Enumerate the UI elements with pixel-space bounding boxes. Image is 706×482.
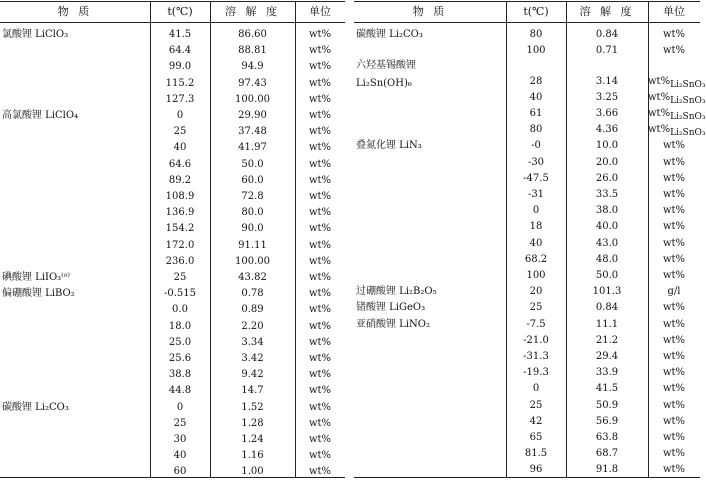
temperature-cell: -47.5 (523, 172, 549, 184)
unit-text: wt% (308, 304, 332, 316)
temperature-cell: 127.3 (165, 93, 195, 105)
solubility-cell: 0.84 (595, 302, 619, 314)
table-row (354, 331, 700, 347)
table-row (0, 74, 345, 90)
unit-text: g/l (667, 286, 681, 298)
solubility-cell: 9.42 (241, 369, 264, 381)
solubility-cell: 80.0 (241, 207, 264, 219)
table-row (354, 169, 700, 185)
solubility-cell: 50.9 (595, 399, 619, 411)
temperature-cell: 0.0 (172, 304, 188, 316)
table-row (0, 203, 345, 219)
temperature-cell: 108.9 (165, 191, 195, 202)
header-unit: 单位 (663, 5, 685, 18)
table-row (0, 155, 345, 171)
unit-text: wt% (662, 367, 686, 379)
table-row (0, 138, 345, 154)
solubility-cell: 20.0 (595, 156, 619, 168)
solubility-cell: 11.1 (595, 318, 619, 330)
solubility-cell: 43.82 (238, 272, 267, 283)
solubility-cell: 63.8 (595, 432, 619, 443)
temperature-cell: -30 (527, 156, 545, 168)
solubility-table-left (0, 1, 345, 478)
unit-text: wt% (662, 172, 686, 184)
solubility-cell: 2.20 (241, 320, 264, 332)
header-divider (354, 22, 700, 23)
solubility-cell: 1.00 (241, 466, 264, 478)
temperature-cell: 100 (526, 270, 546, 281)
substance-cell: 碳酸锂 Li₂CO₃ (2, 401, 69, 413)
temperature-cell: 236.0 (165, 255, 195, 267)
solubility-cell: 50.0 (241, 158, 264, 170)
solubility-cell: 88.81 (238, 45, 267, 57)
substance-cell: 氯酸锂 LiClO₃ (2, 29, 69, 40)
unit-text: wt% (662, 45, 686, 57)
temperature-cell: 96 (529, 464, 543, 476)
temperature-cell: 0 (176, 110, 184, 121)
solubility-cell: 33.5 (595, 189, 619, 200)
temperature-cell: 40 (529, 237, 543, 249)
solubility-cell: 3.25 (595, 91, 619, 103)
temperature-cell: 30 (173, 434, 187, 445)
unit-text: wt% (662, 464, 686, 476)
temperature-cell: 0 (532, 205, 540, 217)
temperature-cell: 40 (529, 91, 543, 103)
table-row (354, 104, 706, 122)
table-header (0, 2, 345, 22)
unit-text: wt% (308, 417, 332, 429)
unit-text: wt% (308, 369, 332, 381)
unit-text: wt% (662, 237, 686, 249)
temperature-cell: 81.5 (524, 448, 548, 460)
header-solubility: 溶 解 度 (225, 5, 280, 18)
temperature-cell: 172.0 (165, 239, 195, 251)
solubility-cell: 0.71 (595, 45, 619, 57)
solubility-cell: 40.0 (595, 221, 619, 233)
temperature-cell: 100 (526, 45, 546, 57)
header-unit: 单位 (309, 5, 331, 18)
substance-cell: 碘酸锂 LiIO₃⁽ᵃ⁾ (2, 272, 70, 283)
table-row (354, 266, 700, 282)
solubility-cell: 33.9 (595, 367, 619, 379)
table-row (354, 282, 700, 298)
unit-text: wt% (308, 207, 332, 219)
table-row (0, 446, 345, 462)
table-row (0, 462, 345, 478)
unit-text: wt% (662, 221, 686, 233)
table-header (354, 2, 700, 22)
table-row (0, 252, 345, 268)
unit-text: wt% (308, 288, 332, 300)
solubility-cell: 0.84 (595, 29, 619, 40)
temperature-cell: 68.2 (524, 253, 548, 265)
solubility-cell: 3.14 (595, 75, 619, 87)
solubility-cell: 1.28 (241, 417, 264, 429)
unit-text: wt% (662, 302, 686, 314)
solubility-cell: 21.2 (595, 334, 619, 346)
solubility-cell: 41.5 (595, 383, 619, 395)
table-row (354, 412, 700, 428)
table-row (0, 381, 345, 397)
substance-cell (0, 462, 152, 482)
unit-text: wt% (662, 383, 686, 395)
unit-text: wt% (308, 272, 332, 283)
substance-cell (354, 57, 508, 90)
table-row (354, 444, 700, 460)
solubility-cell: 60.0 (241, 174, 264, 186)
table-row (0, 171, 345, 187)
solubility-cell: 38.0 (595, 205, 619, 217)
solubility-cell: 97.43 (238, 77, 267, 89)
temperature-cell: -0.515 (163, 288, 196, 300)
solubility-cell: 91.8 (595, 464, 619, 476)
solubility-cell: 1.24 (241, 434, 264, 445)
unit-subscript: Li₂SnO₃ (670, 95, 706, 106)
temperature-cell: 18.0 (168, 320, 192, 332)
table-row (354, 298, 700, 314)
unit-text: wt% (308, 434, 332, 445)
unit-text: wt% (648, 91, 671, 103)
temperature-cell: -0 (531, 140, 541, 152)
solubility-cell: 50.0 (595, 270, 619, 281)
temperature-cell: 0 (532, 383, 540, 395)
table-row (0, 284, 345, 300)
temperature-cell: 38.8 (168, 369, 192, 381)
temperature-cell: 25.6 (168, 353, 192, 364)
solubility-cell: 41.97 (238, 142, 267, 154)
unit-text: wt% (662, 29, 686, 40)
table-row (354, 136, 700, 152)
unit-text: wt% (308, 77, 332, 89)
solubility-cell: 48.0 (595, 253, 619, 265)
unit-text: wt% (662, 253, 686, 265)
substance-formula: Li₂Sn(OH)₆ (356, 78, 412, 90)
unit-text: wt% (308, 110, 332, 121)
temperature-cell: 64.4 (168, 45, 192, 57)
temperature-cell: 154.2 (165, 223, 195, 235)
solubility-table-right (354, 1, 706, 478)
header-substance: 物 质 (412, 5, 448, 18)
table-row (354, 428, 700, 444)
unit-text: wt% (308, 401, 332, 413)
substance-cell: 过硼酸锂 Li₂B₂O₅ (356, 286, 437, 298)
unit-text: wt% (308, 239, 332, 251)
unit-text: wt% (662, 140, 686, 152)
unit-text: wt% (308, 336, 332, 348)
unit-text: wt% (308, 320, 332, 332)
table-row (0, 25, 345, 41)
table-row (0, 219, 345, 235)
header-divider (0, 22, 345, 23)
table-row (354, 250, 700, 266)
solubility-cell: 3.34 (241, 336, 264, 348)
table-row (0, 268, 345, 284)
unit-text: wt% (662, 415, 686, 427)
unit-text: wt% (308, 93, 332, 105)
temperature-cell: 25 (173, 272, 187, 283)
table-row (354, 347, 700, 363)
table-row (0, 90, 345, 106)
unit-text: wt% (662, 399, 686, 411)
temperature-cell: 44.8 (168, 385, 192, 397)
solubility-cell: 100.00 (235, 255, 270, 267)
unit-subscript: Li₂SnO₃ (670, 112, 706, 122)
unit-text: wt% (662, 205, 686, 217)
table-row (354, 201, 700, 217)
solubility-cell: 101.3 (592, 286, 622, 298)
solubility-cell: 43.0 (595, 237, 619, 249)
temperature-cell: 89.2 (168, 174, 192, 186)
table-row (0, 122, 345, 138)
temperature-cell: 25 (173, 417, 187, 429)
solubility-cell: 14.7 (241, 385, 264, 397)
unit-cell (648, 460, 700, 480)
solubility-cell: 29.4 (595, 351, 619, 362)
unit-text: wt% (308, 223, 332, 235)
unit-text: wt% (308, 255, 332, 267)
solubility-cell: 26.0 (595, 172, 619, 184)
table-row (354, 315, 700, 331)
unit-subscript: Li₂SnO₃ (670, 79, 706, 90)
table-row (0, 41, 345, 57)
table-row (0, 106, 345, 122)
temperature-cell: 41.5 (168, 29, 192, 40)
unit-text: wt% (308, 61, 332, 73)
table-row (0, 365, 345, 381)
temperature-cell: 136.9 (165, 207, 195, 219)
unit-text: wt% (662, 318, 686, 330)
solubility-cell: 1.52 (241, 401, 264, 413)
temperature-cell: 99.0 (168, 61, 192, 73)
substance-name: 六羟基锡酸锂 (356, 60, 416, 72)
temperature-cell: 18 (529, 221, 543, 233)
table-row (354, 153, 700, 169)
solubility-cell: 10.0 (595, 140, 619, 152)
unit-text: wt% (308, 174, 332, 186)
unit-text: wt% (308, 450, 332, 462)
table-row (0, 430, 345, 446)
temperature-cell: -31 (527, 189, 545, 200)
unit-text: wt% (662, 351, 686, 362)
header-solubility: 溶 解 度 (579, 5, 635, 18)
table-row (0, 187, 345, 203)
header-substance: 物 质 (57, 5, 93, 18)
solubility-cell: 0.89 (241, 304, 264, 316)
solubility-cell: 3.42 (241, 353, 264, 364)
table-row (354, 88, 706, 106)
table-row (0, 398, 345, 414)
table-row (0, 57, 345, 73)
unit-text: wt% (308, 45, 332, 57)
unit-text: wt% (308, 466, 332, 478)
unit-text: wt% (648, 124, 671, 136)
solubility-cell: 94.9 (241, 61, 264, 73)
unit-text: wt% (662, 270, 686, 281)
unit-text: wt% (308, 158, 332, 170)
table-row (354, 217, 700, 233)
unit-text: wt% (308, 385, 332, 397)
solubility-cell: 56.9 (595, 415, 619, 427)
solubility-cell: 29.90 (238, 110, 267, 121)
solubility-cell: 86.60 (238, 29, 267, 40)
unit-text: wt% (662, 156, 686, 168)
temperature-cell: 0 (176, 401, 184, 413)
unit-cell (295, 462, 345, 482)
table-row (354, 460, 700, 476)
unit-text: wt% (308, 191, 332, 202)
unit-text: wt% (308, 126, 332, 138)
substance-cell: 碳酸锂 Li₂CO₃ (356, 29, 423, 40)
table-row (354, 363, 700, 379)
solubility-cell: 90.0 (241, 223, 264, 235)
unit-text: wt% (308, 29, 332, 40)
solubility-cell: 37.48 (238, 126, 267, 138)
temperature-cell: 115.2 (165, 77, 195, 89)
solubility-cell: 91.11 (238, 239, 267, 251)
unit-text: wt% (648, 108, 671, 119)
table-row (0, 236, 345, 252)
table-row (0, 414, 345, 430)
table-row (354, 57, 706, 90)
unit-text: wt% (662, 334, 686, 346)
table-row (354, 234, 700, 250)
temperature-cell: 65 (529, 432, 543, 443)
table-row (354, 41, 700, 57)
table-row (354, 120, 706, 139)
substance-cell: 高氯酸锂 LiClO₄ (2, 110, 79, 121)
temperature-cell: -31.3 (523, 351, 549, 362)
solubility-cell: 4.36 (595, 124, 619, 136)
temperature-cell: 28 (529, 75, 543, 87)
unit-subscript: Li₂SnO₃ (670, 128, 706, 139)
temperature-cell: 60 (173, 466, 187, 478)
substance-cell: 亚硝酸锂 LiNO₂ (356, 318, 430, 330)
temperature-cell: 25.0 (168, 336, 192, 348)
table-row (354, 396, 700, 412)
substance-cell: 叠氮化锂 LiN₃ (356, 140, 422, 152)
substance-cell: 锗酸锂 LiGeO₃ (356, 302, 426, 314)
unit-text: wt% (308, 142, 332, 154)
temperature-cell: -7.5 (526, 318, 546, 330)
unit-text: wt% (648, 75, 671, 87)
solubility-cell: 3.66 (595, 108, 619, 119)
temperature-cell: 20 (529, 286, 543, 298)
table-row (0, 349, 345, 365)
temperature-cell: -21.0 (523, 334, 549, 346)
table-row (354, 185, 700, 201)
temperature-cell: 42 (529, 415, 543, 427)
solubility-cell: 68.7 (595, 448, 619, 460)
temperature-cell: 25 (529, 302, 543, 314)
unit-text: wt% (308, 353, 332, 364)
temperature-cell: -19.3 (523, 367, 549, 379)
table-row (0, 333, 345, 349)
temperature-cell: 61 (529, 108, 543, 119)
solubility-cell: 1.16 (241, 450, 264, 462)
solubility-cell: 72.8 (241, 191, 264, 202)
temperature-cell: 40 (173, 450, 187, 462)
table-row (354, 25, 700, 41)
temperature-cell: 40 (173, 142, 187, 154)
temperature-cell: 80 (529, 124, 543, 136)
unit-text: wt% (662, 448, 686, 460)
temperature-cell: 64.6 (168, 158, 192, 170)
substance-cell: 偏硼酸锂 LiBO₂ (2, 288, 75, 300)
temperature-cell: 80 (529, 29, 543, 40)
unit-text: wt% (662, 432, 686, 443)
header-temperature: t(℃) (167, 5, 193, 18)
table-row (0, 300, 345, 316)
temperature-cell: 25 (529, 399, 543, 411)
unit-text: wt% (662, 189, 686, 200)
table-row (0, 317, 345, 333)
solubility-cell: 0.78 (241, 288, 264, 300)
header-temperature: t(℃) (523, 5, 549, 18)
solubility-cell: 100.00 (235, 93, 270, 105)
substance-cell (354, 460, 508, 480)
table-row (354, 379, 700, 395)
temperature-cell: 25 (173, 126, 187, 138)
